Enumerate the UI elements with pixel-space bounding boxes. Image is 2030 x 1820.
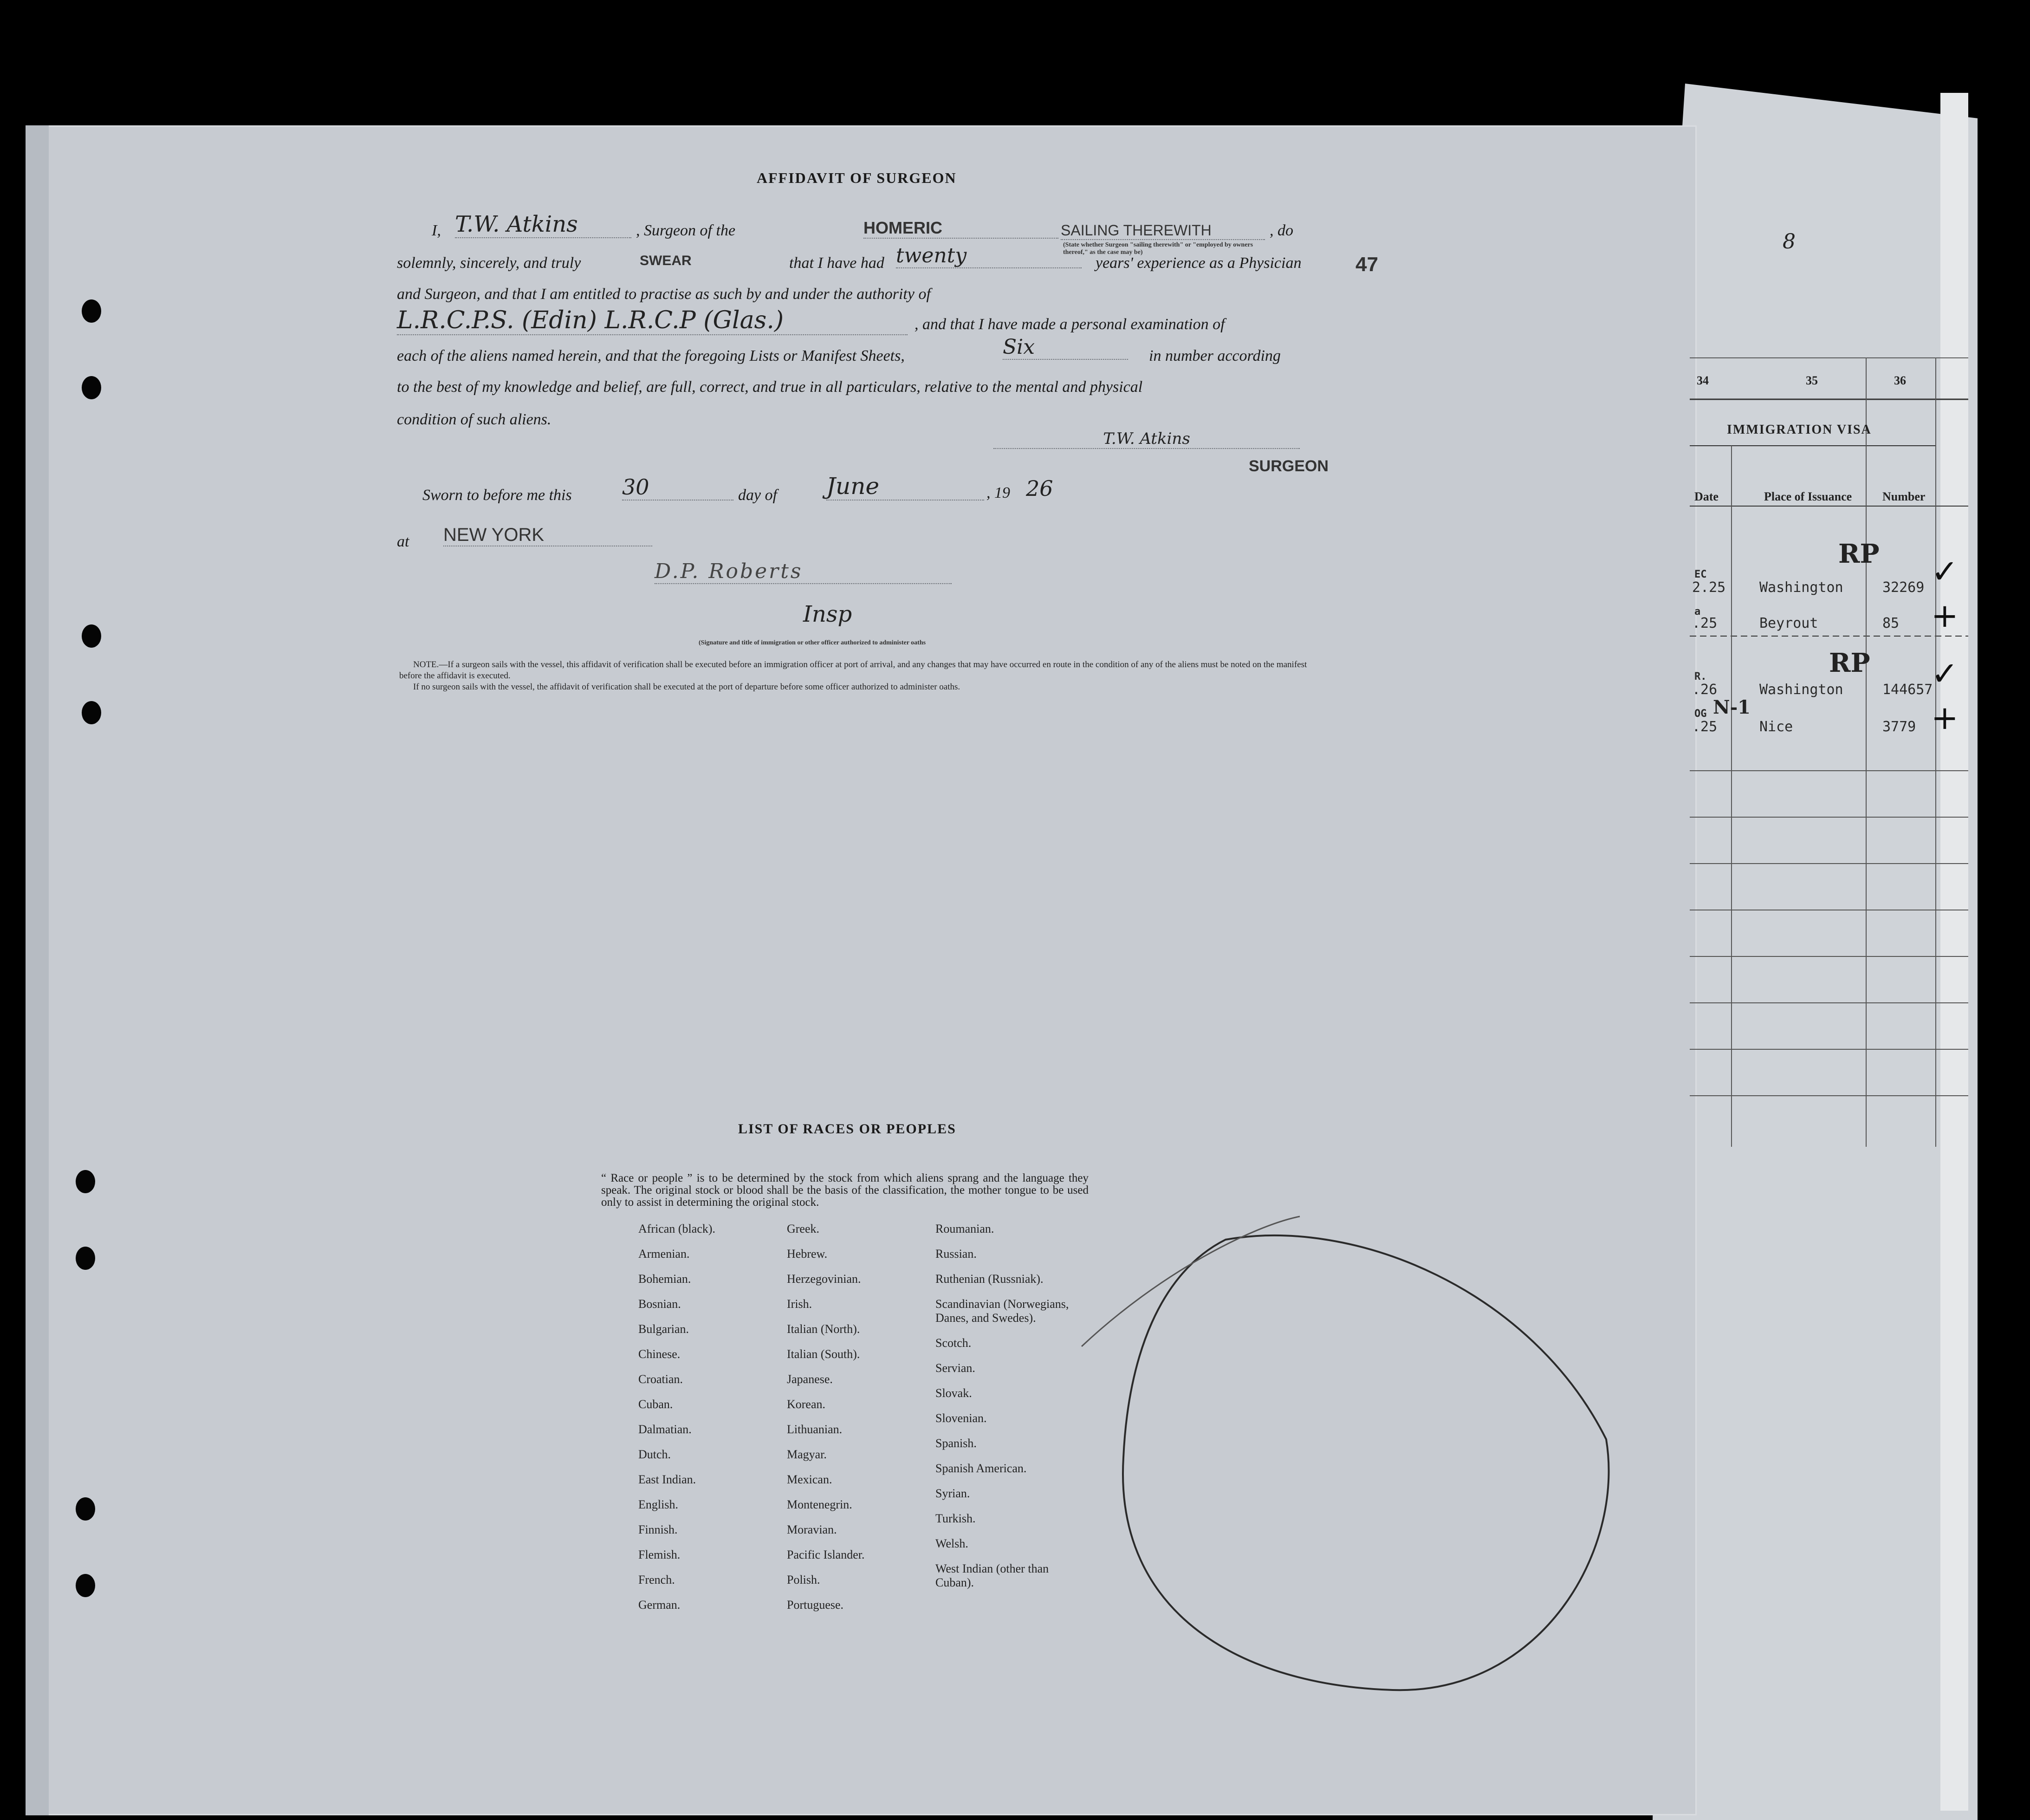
- visa-row-place: Nice: [1759, 719, 1793, 735]
- race-entry: Korean.: [787, 1398, 826, 1411]
- race-entry: Cuban.: [638, 1398, 673, 1411]
- line6: to the best of my knowledge and belief, are full, correct, and true in all particulars, relative to the mental and physical: [397, 378, 1143, 396]
- sheet-number: 47: [1355, 253, 1378, 276]
- race-entry: Dutch.: [638, 1448, 671, 1461]
- line2-prefix: solemnly, sincerely, and truly: [397, 254, 581, 272]
- line1-prefix: I,: [432, 222, 441, 239]
- credentials: L.R.C.P.S. (Edin) L.R.C.P (Glas.): [397, 306, 908, 335]
- col-number-34: 34: [1697, 374, 1709, 387]
- visa-row-date: .26: [1692, 682, 1718, 698]
- oath-word: SWEAR: [640, 253, 692, 268]
- race-entry: Hebrew.: [787, 1247, 828, 1261]
- sheets-count: Six: [1003, 335, 1128, 360]
- sworn-month: June: [826, 473, 984, 500]
- races-intro: “ Race or people ” is to be determined by the stock from which aliens sprang and the language they speak. The original stock or blood shall be the basis of the classification, the mother tongue to be used only to assist in determining the original stock.: [601, 1172, 1089, 1209]
- race-entry: Mexican.: [787, 1473, 832, 1486]
- race-entry: Spanish.: [935, 1436, 977, 1450]
- sworn-day: 30: [622, 474, 733, 500]
- note-2: If no surgeon sails with the vessel, the affidavit of verification shall be executed at the port of departure before some officer authorized to administer oaths.: [413, 682, 960, 692]
- visa-row-prefix: a: [1694, 606, 1701, 618]
- line5-prefix: each of the aliens named herein, and that the foregoing Lists or Manifest Sheets,: [397, 347, 905, 364]
- col-number-36: 36: [1894, 374, 1906, 387]
- line2-end: years' experience as a Physician: [1096, 254, 1302, 272]
- race-entry: Slovak.: [935, 1386, 972, 1400]
- race-entry: Syrian.: [935, 1487, 970, 1500]
- ship-name: HOMERIC: [863, 218, 1058, 239]
- affidavit-title: AFFIDAVIT OF SURGEON: [757, 169, 957, 186]
- race-entry: Moravian.: [787, 1523, 837, 1536]
- race-entry: Lithuanian.: [787, 1423, 843, 1436]
- line1-end: , do: [1270, 222, 1293, 239]
- race-entry: Portuguese.: [787, 1598, 844, 1612]
- races-column-1: [638, 1222, 778, 1623]
- col-number-35: 35: [1806, 374, 1818, 387]
- sworn-year: 26: [1026, 476, 1053, 501]
- punch-hole: [82, 299, 101, 323]
- sailing-status: SAILING THEREWITH: [1061, 222, 1265, 240]
- race-entry: Scotch.: [935, 1336, 972, 1350]
- line7: condition of such aliens.: [397, 411, 551, 428]
- visa-row-prefix: OG: [1694, 708, 1707, 720]
- plus-mark-icon: +: [1931, 597, 1959, 635]
- race-entry: Chinese.: [638, 1347, 681, 1361]
- note-1: NOTE.—If a surgeon sails with the vessel, this affidavit of verification shall be executed before an immigration officer at port of arrival, and any changes that may have occurred en route in the condition of any of the aliens must be noted on the manifest before the affidavit is executed.: [399, 660, 1307, 681]
- race-entry: Japanese.: [787, 1372, 833, 1386]
- race-entry: Slovenian.: [935, 1411, 987, 1425]
- race-entry: Armenian.: [638, 1247, 690, 1261]
- punch-hole: [76, 1170, 95, 1193]
- punch-hole: [76, 1247, 95, 1270]
- race-entry: Spanish American.: [935, 1462, 1027, 1475]
- race-entry: Bohemian.: [638, 1272, 691, 1286]
- sub-header-number: Number: [1882, 490, 1926, 503]
- line2-mid: that I have had: [789, 254, 884, 272]
- race-entry: Ruthenian (Russniak).: [935, 1272, 1044, 1286]
- visa-header: IMMIGRATION VISA: [1727, 422, 1872, 437]
- race-entry: West Indian (other than Cuban).: [935, 1562, 1049, 1589]
- check-mark-icon: ✓: [1931, 655, 1959, 693]
- visa-row-number: 144657: [1882, 682, 1933, 698]
- line3: and Surgeon, and that I am entitled to practise as such by and under the authority of: [397, 286, 931, 303]
- surgeon-signature: T.W. Atkins: [993, 429, 1300, 449]
- visa-row-place: Washington: [1759, 579, 1843, 596]
- race-entry: Flemish.: [638, 1548, 681, 1561]
- race-entry: Russian.: [935, 1247, 977, 1261]
- sub-header-place: Place of Issuance: [1764, 490, 1852, 503]
- sub-header-date: Date: [1694, 490, 1719, 503]
- race-entry: Welsh.: [935, 1537, 968, 1550]
- officer-signature: D.P. Roberts: [655, 559, 952, 584]
- sworn-year-prefix: , 19: [986, 484, 1010, 501]
- race-entry: Scandinavian (Norwegians, Danes, and Swedes).: [935, 1297, 1069, 1325]
- sworn-prefix: Sworn to before me this: [422, 487, 572, 504]
- race-entry: German.: [638, 1598, 681, 1612]
- visa-row-prefix: EC: [1694, 569, 1707, 580]
- visa-row-date: 2.25: [1692, 579, 1726, 596]
- plus-mark-icon: +: [1931, 699, 1959, 737]
- race-entry: East Indian.: [638, 1473, 696, 1486]
- race-entry: Herzegovinian.: [787, 1272, 861, 1286]
- line4-end: , and that I have made a personal examination of: [914, 316, 1225, 333]
- visa-row-annotation: RP: [1838, 539, 1880, 569]
- visa-row-date: .25: [1692, 615, 1718, 631]
- line1-mid: , Surgeon of the: [636, 222, 736, 239]
- visa-row-annotation: N-1: [1713, 696, 1751, 718]
- pencil-circle-mark: [1068, 1198, 1625, 1699]
- sworn-mid: day of: [738, 487, 778, 504]
- at-label: at: [397, 533, 409, 550]
- punch-hole: [82, 376, 101, 399]
- state-note: (State whether Surgeon "sailing therewith" or "employed by owners thereof," as the case may be): [1063, 241, 1253, 256]
- race-entry: Dalmatian.: [638, 1423, 692, 1436]
- race-entry: English.: [638, 1498, 678, 1511]
- race-entry: African (black).: [638, 1222, 716, 1235]
- race-entry: Finnish.: [638, 1523, 678, 1536]
- visa-page-mark: 8: [1783, 230, 1796, 254]
- race-entry: Italian (South).: [787, 1347, 860, 1361]
- visa-row-place: Washington: [1759, 682, 1843, 698]
- race-entry: Turkish.: [935, 1512, 976, 1525]
- check-mark-icon: ✓: [1931, 552, 1959, 591]
- race-entry: French.: [638, 1573, 675, 1586]
- races-column-2: [787, 1222, 926, 1623]
- race-entry: Irish.: [787, 1297, 812, 1311]
- race-entry: Italian (North).: [787, 1322, 860, 1336]
- place: NEW YORK: [443, 525, 652, 546]
- races-column-3: [935, 1222, 1089, 1601]
- race-entry: Montenegrin.: [787, 1498, 852, 1511]
- visa-row-number: 32269: [1882, 579, 1925, 596]
- officer-caption: (Signature and title of immigration or other officer authorized to administer oaths: [699, 639, 926, 646]
- visa-row-number: 85: [1882, 615, 1900, 631]
- visa-row-date: .25: [1692, 719, 1718, 735]
- line5-end: in number according: [1149, 347, 1281, 364]
- years-experience: twenty: [896, 244, 1082, 268]
- visa-row-prefix: R.: [1694, 671, 1707, 682]
- race-entry: Pacific Islander.: [787, 1548, 865, 1561]
- punch-hole: [76, 1574, 95, 1597]
- visa-row-number: 3779: [1882, 719, 1916, 735]
- officer-title: Insp: [803, 601, 852, 627]
- race-entry: Greek.: [787, 1222, 820, 1235]
- visa-row-place: Beyrout: [1759, 615, 1818, 631]
- punch-hole: [82, 701, 101, 724]
- visa-row-annotation: RP: [1829, 648, 1870, 678]
- races-title: LIST OF RACES OR PEOPLES: [738, 1121, 956, 1137]
- race-entry: Servian.: [935, 1361, 975, 1375]
- punch-hole: [82, 624, 101, 648]
- visa-grid: [1690, 358, 1968, 1147]
- surgeon-title: SURGEON: [1249, 457, 1329, 475]
- race-entry: Bosnian.: [638, 1297, 681, 1311]
- race-entry: Roumanian.: [935, 1222, 994, 1235]
- race-entry: Croatian.: [638, 1372, 683, 1386]
- punch-hole: [76, 1497, 95, 1521]
- race-entry: Magyar.: [787, 1448, 827, 1461]
- race-entry: Polish.: [787, 1573, 820, 1586]
- surgeon-name: T.W. Atkins: [455, 211, 631, 238]
- race-entry: Bulgarian.: [638, 1322, 689, 1336]
